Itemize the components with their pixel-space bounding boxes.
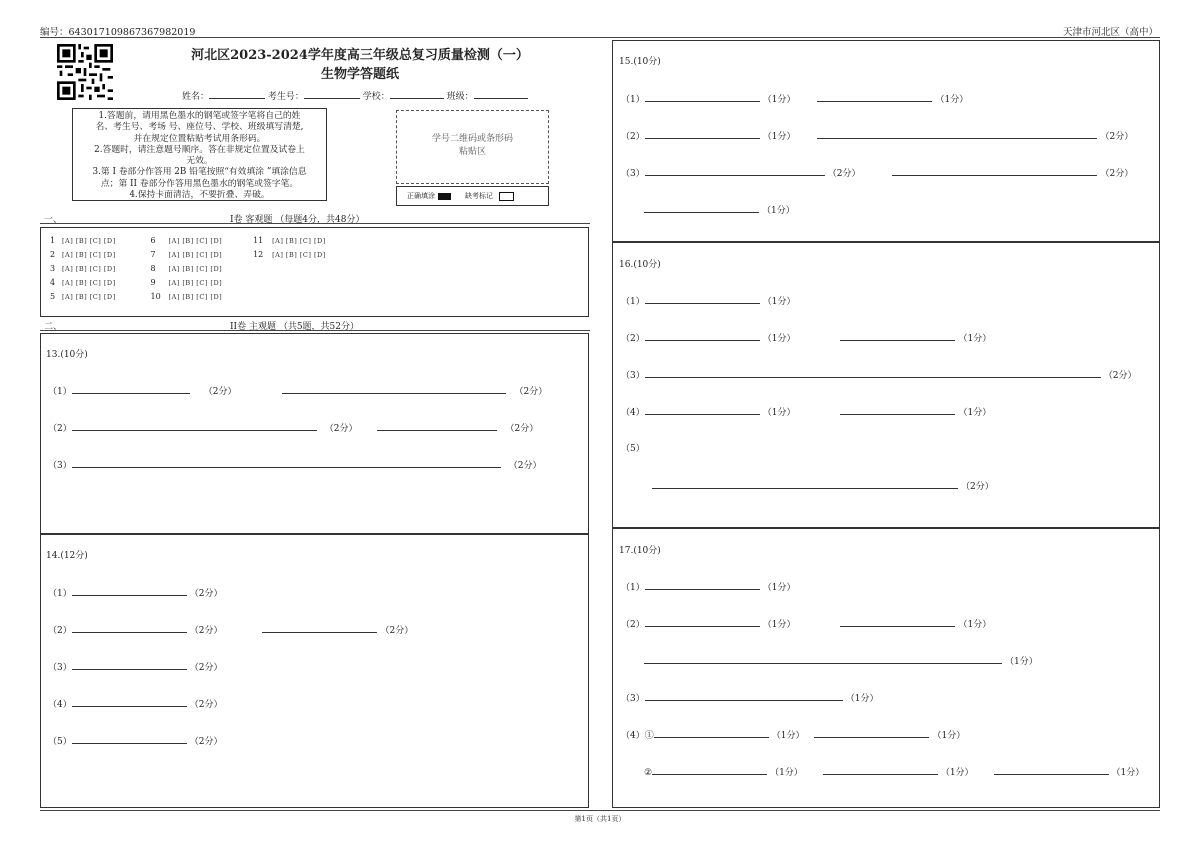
answer-blank[interactable] xyxy=(652,478,958,489)
answer-blank[interactable] xyxy=(72,383,190,394)
answer-blank[interactable] xyxy=(645,616,760,627)
q14-row-4: （4） （2分） xyxy=(48,696,222,710)
q16-row-3: （3） （2分） xyxy=(621,367,1136,381)
answer-blank[interactable] xyxy=(72,696,187,707)
mc-row: 5 [A] [B] [C] [D] 10 [A] [B] [C] [D] xyxy=(50,292,251,301)
q17-row-2b: （1分） xyxy=(644,653,1038,667)
q17-row-4: （4）① （1分） （1分） xyxy=(621,727,965,741)
footer-divider xyxy=(40,810,1160,811)
question-13-title: 13.(10分) xyxy=(46,350,88,360)
q14-row-1: （1） （2分） xyxy=(48,585,222,599)
answer-blank[interactable] xyxy=(72,457,501,468)
answer-blank[interactable] xyxy=(645,293,760,304)
absent-mark-box[interactable] xyxy=(499,192,514,201)
answer-blank[interactable] xyxy=(645,690,843,701)
q16-row-6: （2分） xyxy=(652,478,994,492)
section1-number: 一、 xyxy=(44,215,63,225)
mc-options-6[interactable]: [A] [B] [C] [D] xyxy=(168,237,223,245)
q13-row-1: （1） （2分） （2分） xyxy=(48,383,547,397)
mc-row: 2 [A] [B] [C] [D] 7 [A] [B] [C] [D] 12 [A] [B] [C] [D] xyxy=(50,250,354,259)
mc-options-10[interactable]: [A] [B] [C] [D] xyxy=(168,293,223,301)
question-15-title: 15.(10分) xyxy=(619,57,661,67)
qr-code-icon xyxy=(57,44,113,100)
answer-blank[interactable] xyxy=(645,165,825,176)
mc-options-5[interactable]: [A] [B] [C] [D] xyxy=(62,293,116,301)
section2-divider xyxy=(40,330,590,331)
answer-blank[interactable] xyxy=(72,420,317,431)
student-info-row: 姓名： 考生号： 学校： 班级： xyxy=(182,88,528,102)
q14-row-2: （2） （2分） （2分） xyxy=(48,622,413,636)
section2-title: II卷 主观题 （共5题，共52分） xyxy=(230,322,360,332)
answer-blank[interactable] xyxy=(645,128,760,139)
q13-row-3: （3） （2分） xyxy=(48,457,541,471)
section2-number: 二、 xyxy=(44,322,63,332)
mc-options-2[interactable]: [A] [B] [C] [D] xyxy=(62,251,116,259)
mc-options-3[interactable]: [A] [B] [C] [D] xyxy=(62,265,116,273)
q14-row-5: （5） （2分） xyxy=(48,733,222,747)
mc-options-7[interactable]: [A] [B] [C] [D] xyxy=(168,251,223,259)
q14-row-3: （3） （2分） xyxy=(48,659,222,673)
mc-row: 1 [A] [B] [C] [D] 6 [A] [B] [C] [D] 11 [A] [B] [C] [D] xyxy=(50,236,354,245)
answer-blank[interactable] xyxy=(814,727,929,738)
answer-blank[interactable] xyxy=(645,579,760,590)
exam-subtitle: 生物学答题纸 xyxy=(320,67,399,82)
answer-blank[interactable] xyxy=(377,420,497,431)
q17-row-3: （3） （1分） xyxy=(621,690,878,704)
mc-row: 3 [A] [B] [C] [D] 8 [A] [B] [C] [D] xyxy=(50,264,251,273)
answer-blank[interactable] xyxy=(282,383,506,394)
section1-divider xyxy=(40,223,590,224)
q13-row-2: （2） （2分） （2分） xyxy=(48,420,538,434)
answer-blank[interactable] xyxy=(994,764,1109,775)
mc-options-9[interactable]: [A] [B] [C] [D] xyxy=(168,279,223,287)
answer-blank[interactable] xyxy=(892,165,1097,176)
answer-blank[interactable] xyxy=(72,622,187,633)
q16-row-4: （4） （1分） （1分） xyxy=(621,404,991,418)
mc-options-8[interactable]: [A] [B] [C] [D] xyxy=(168,265,223,273)
student-id-field[interactable] xyxy=(304,88,360,99)
q15-row-3: （3） （2分） （2分） xyxy=(621,165,1133,179)
answer-blank[interactable] xyxy=(840,404,955,415)
q16-row-5: （5） xyxy=(621,444,645,454)
q15-row-4: （1分） xyxy=(644,202,795,216)
barcode-paste-area: 学号二维码或条形码 粘贴区 xyxy=(396,110,549,184)
answer-blank[interactable] xyxy=(840,330,955,341)
name-field[interactable] xyxy=(209,88,265,99)
q15-row-2: （2） （1分） （2分） xyxy=(621,128,1133,142)
answer-blank[interactable] xyxy=(644,202,759,213)
q16-row-1: （1） （1分） xyxy=(621,293,795,307)
answer-blank[interactable] xyxy=(654,727,769,738)
answer-blank[interactable] xyxy=(644,653,1002,664)
answer-blank[interactable] xyxy=(645,404,760,415)
q17-row-1: （1） （1分） xyxy=(621,579,795,593)
mc-options-11[interactable]: [A] [B] [C] [D] xyxy=(272,237,326,245)
mc-options-4[interactable]: [A] [B] [C] [D] xyxy=(62,279,116,287)
answer-blank[interactable] xyxy=(645,91,760,102)
mc-options-12[interactable]: [A] [B] [C] [D] xyxy=(272,251,326,259)
q15-row-1: （1） （1分） （1分） xyxy=(621,91,968,105)
answer-blank[interactable] xyxy=(817,128,1097,139)
serial-number: 编号：643017109867367982019 xyxy=(40,27,196,38)
exam-title: 河北区2023-2024学年度高三年级总复习质量检测（一） xyxy=(191,48,529,63)
class-field[interactable] xyxy=(474,88,528,99)
section1-title: I卷 客观题 （每题4分，共48分） xyxy=(230,215,365,225)
mc-row: 4 [A] [B] [C] [D] 9 [A] [B] [C] [D] xyxy=(50,278,251,287)
fill-legend: 正确填涂 缺考标记 xyxy=(396,186,549,206)
answer-blank[interactable] xyxy=(645,367,1101,378)
header-divider xyxy=(40,37,1160,38)
answer-blank[interactable] xyxy=(72,733,187,744)
filled-square-icon xyxy=(438,193,451,200)
question-16-title: 16.(10分) xyxy=(619,260,661,270)
answer-blank[interactable] xyxy=(645,330,760,341)
page-number: 第1页（共1页） xyxy=(574,815,626,823)
school-field[interactable] xyxy=(390,88,444,99)
region-label: 天津市河北区（高中） xyxy=(1062,27,1158,38)
answer-blank[interactable] xyxy=(840,616,955,627)
answer-blank[interactable] xyxy=(262,622,377,633)
answer-blank[interactable] xyxy=(823,764,938,775)
answer-blank[interactable] xyxy=(652,764,767,775)
q17-row-5: ② （1分） （1分） （1分） xyxy=(644,764,1144,778)
instructions-box: 1.答题前，请用黑色墨水的钢笔或签字笔将自己的姓 名、考生号、考场 号、座位号、学校、班级填写清楚, 并在规定位置粘贴考试用条形码。 2.答题时，请注意题号顺序。答在非规定位置及试卷上 无效。 3.第 I 卷部分作答用 2B 铅笔按照“有效填涂 ”填涂信息 点；第 II 卷部分作答用黑色墨水的钢笔或签字笔。 4.保持卡面清洁，不要折叠、弄破。 xyxy=(72,108,327,201)
q17-row-2: （2） （1分） （1分） xyxy=(621,616,991,630)
answer-blank[interactable] xyxy=(817,91,932,102)
answer-blank[interactable] xyxy=(72,585,187,596)
answer-blank[interactable] xyxy=(72,659,187,670)
mc-options-1[interactable]: [A] [B] [C] [D] xyxy=(62,237,116,245)
question-17-title: 17.(10分) xyxy=(619,546,661,556)
question-14-title: 14.(12分) xyxy=(46,551,88,561)
q16-row-2: （2） （1分） （1分） xyxy=(621,330,991,344)
